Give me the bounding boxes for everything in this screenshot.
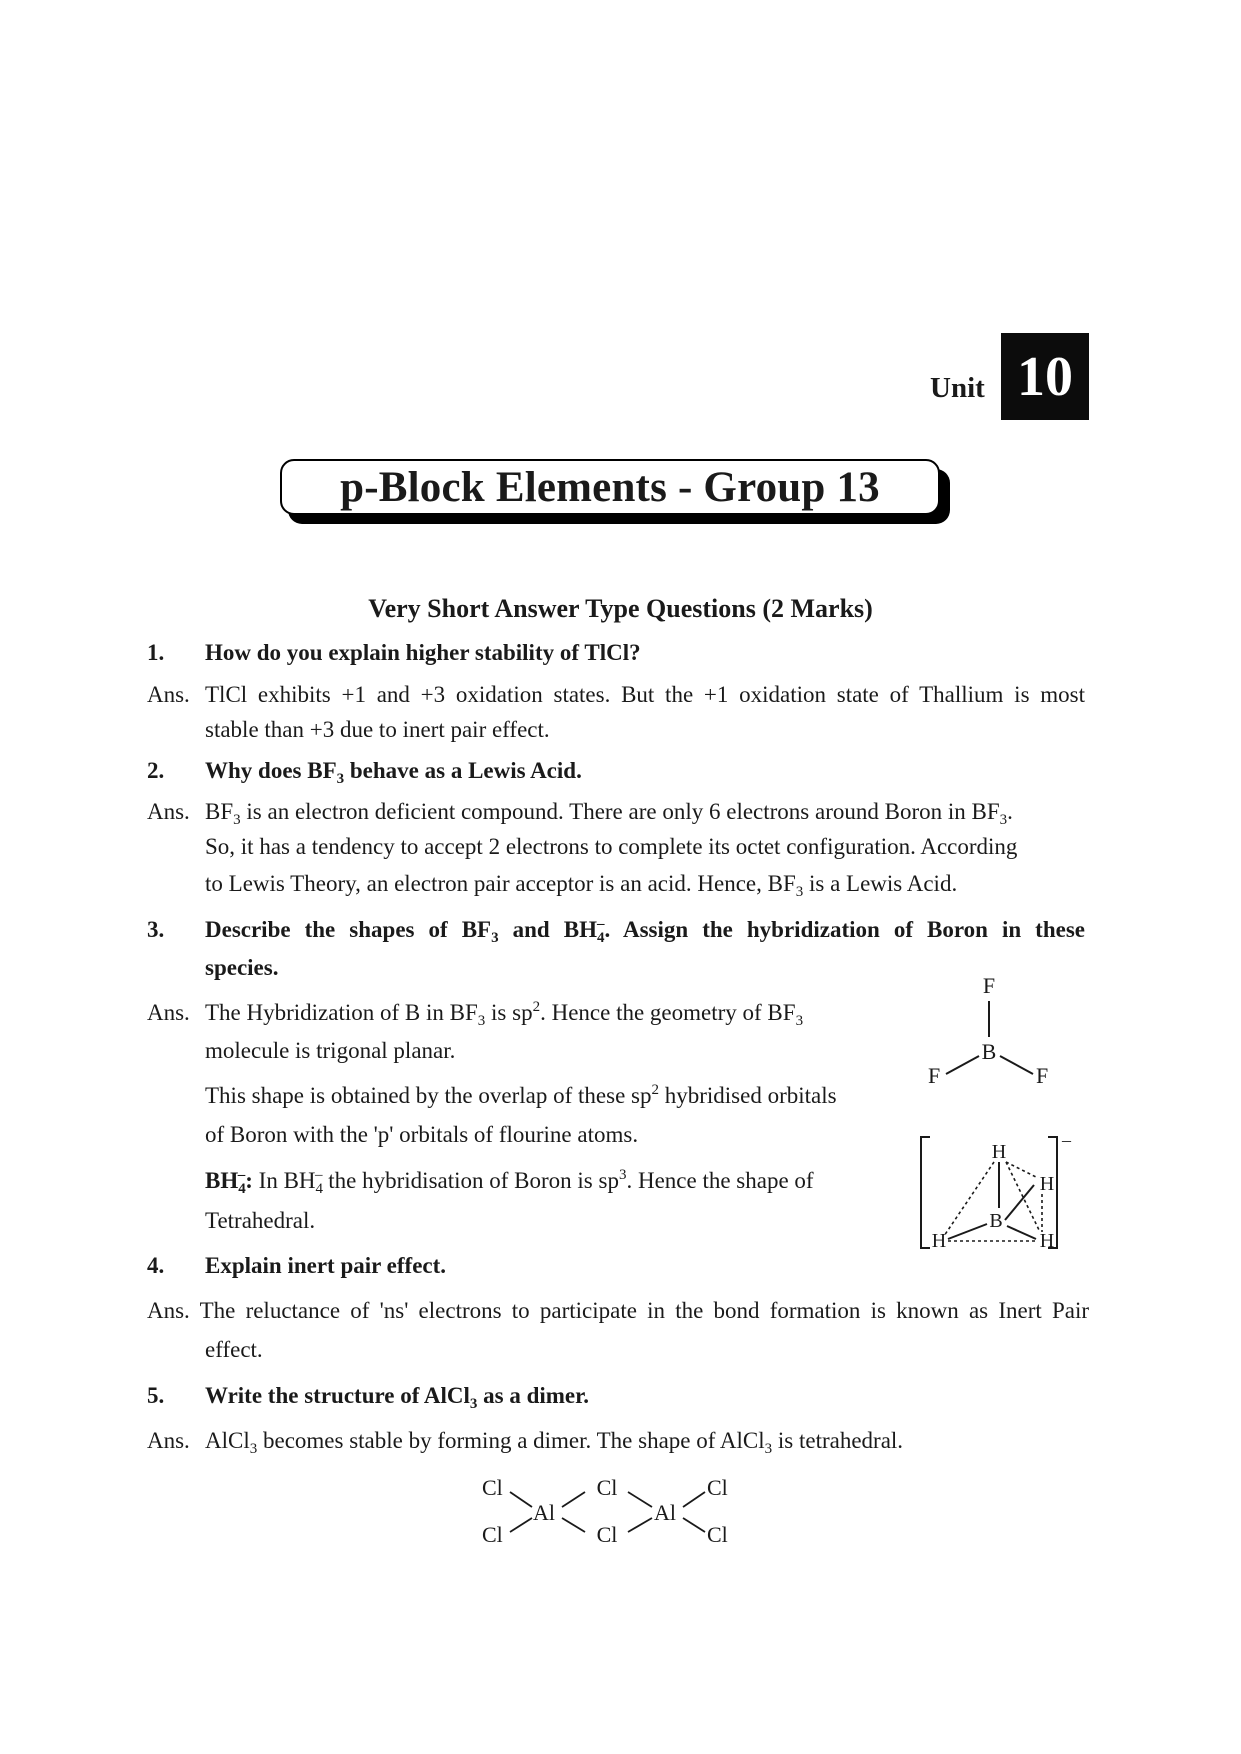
dimer-cl-bridge-bottom: Cl <box>596 1522 618 1547</box>
bh4-bracket-left <box>921 1137 930 1248</box>
question-4-text: Explain inert pair effect. <box>205 1253 447 1278</box>
dimer-al-left: Al <box>533 1500 555 1525</box>
answer-4-line-1: Ans. The reluctance of 'ns' electrons to participate in the bond formation is known as Inert Pair <box>147 1298 1090 1323</box>
dimer-cl-top-right: Cl <box>707 1475 728 1500</box>
answer-3-line-3: This shape is obtained by the overlap of these $sp^2$ hybridised orbitals <box>205 1082 837 1108</box>
bh4-charge: – <box>1062 1130 1071 1150</box>
bh4-bond-left <box>948 1224 987 1239</box>
bh4-b-center: B <box>989 1210 1003 1232</box>
bf3-b-center: B <box>981 1039 997 1064</box>
answer-3-line-6: Tetrahedral. <box>205 1208 316 1233</box>
answer-3-line-5: $BH_4^-$: In $BH_4^-$ the hybridisation of Boron is $sp^3$. Hence the shape of <box>205 1167 814 1197</box>
question-3-number: 3. <box>147 917 165 942</box>
dimer-cl-top-left: Cl <box>482 1475 503 1500</box>
bf3-f-left: F <box>928 1063 941 1088</box>
dimer-al-right: Al <box>654 1500 676 1525</box>
bh4-h-top: H <box>991 1141 1007 1163</box>
question-2-number: 2. <box>147 758 165 783</box>
answer-4-line-2: effect. <box>205 1337 263 1362</box>
bh4-structure-diagram <box>910 1128 1080 1258</box>
bh4-h-left: H <box>931 1230 947 1252</box>
answer-3-label: Ans. <box>147 1000 190 1025</box>
question-1-number: 1. <box>147 640 165 665</box>
question-4-number: 4. <box>147 1253 165 1278</box>
bh4-h-bottom-right: H <box>1039 1230 1055 1252</box>
bf3-f-right: F <box>1036 1063 1049 1088</box>
question-5-number: 5. <box>147 1383 165 1408</box>
question-3-text: Describe the shapes of $BF_3$ and $BH_4^-$. Assign the hybridization of Boron in these <box>205 916 1085 946</box>
dimer-cl-bottom-right: Cl <box>707 1522 728 1547</box>
unit-number-badge: 10 <box>1001 333 1089 420</box>
answer-1-line-1: TlCl exhibits +1 and +3 oxidation states. But the +1 oxidation state of Thallium is most <box>205 682 1085 707</box>
answer-1-line-2: stable than +3 due to inert pair effect. <box>205 717 550 742</box>
dimer-cl-bottom-left: Cl <box>482 1522 503 1547</box>
bf3-bond-right <box>1000 1056 1033 1074</box>
answer-1-label: Ans. <box>147 682 190 707</box>
dimer-cl-bridge-top: Cl <box>596 1475 618 1500</box>
answer-5-line-1: AlCl$_3$ becomes stable by forming a dimer. The shape of AlCl$_3$ is tetrahedral. <box>205 1428 904 1457</box>
question-1-text: How do you explain higher stability of TlCl? <box>205 640 641 665</box>
question-3-text-line-2: species. <box>205 955 279 980</box>
bf3-f-top: F <box>982 973 996 998</box>
bf3-bond-left <box>946 1056 979 1074</box>
answer-2-line-1: $BF_3$ is an electron deficient compound. There are only 6 electrons around Boron in $BF_3$. <box>205 799 1013 828</box>
section-heading: Very Short Answer Type Questions (2 Marks) <box>368 594 873 623</box>
question-2-text: Why does $BF_3$ behave as a Lewis Acid. <box>205 758 582 787</box>
bf3-structure-diagram <box>910 970 1070 1100</box>
question-5-text: Write the structure of AlCl$_3$ as a dimer. <box>205 1383 589 1412</box>
answer-3-line-1: The Hybridization of B in $BF_3$ is $sp^2$. Hence the geometry of $BF_3$ <box>205 999 804 1029</box>
answer-3-line-4: of Boron with the 'p' orbitals of flourine atoms. <box>205 1122 639 1147</box>
bh4-bond-bottom-right <box>1007 1226 1036 1239</box>
answer-2-line-2: So, it has a tendency to accept 2 electrons to complete its octet configuration. According <box>205 834 1018 859</box>
answer-3-line-2: molecule is trigonal planar. <box>205 1038 456 1063</box>
title-banner <box>280 459 940 515</box>
unit-label: Unit <box>930 372 985 404</box>
answer-2-line-3: to Lewis Theory, an electron pair acceptor is an acid. Hence, $BF_3$ is a Lewis Acid. <box>205 871 958 900</box>
answer-5-label: Ans. <box>147 1428 190 1453</box>
alcl3-dimer-diagram <box>470 1470 770 1555</box>
bh4-h-right: H <box>1039 1173 1055 1195</box>
answer-2-label: Ans. <box>147 799 190 824</box>
page-title: p-Block Elements - Group 13 <box>340 463 880 511</box>
